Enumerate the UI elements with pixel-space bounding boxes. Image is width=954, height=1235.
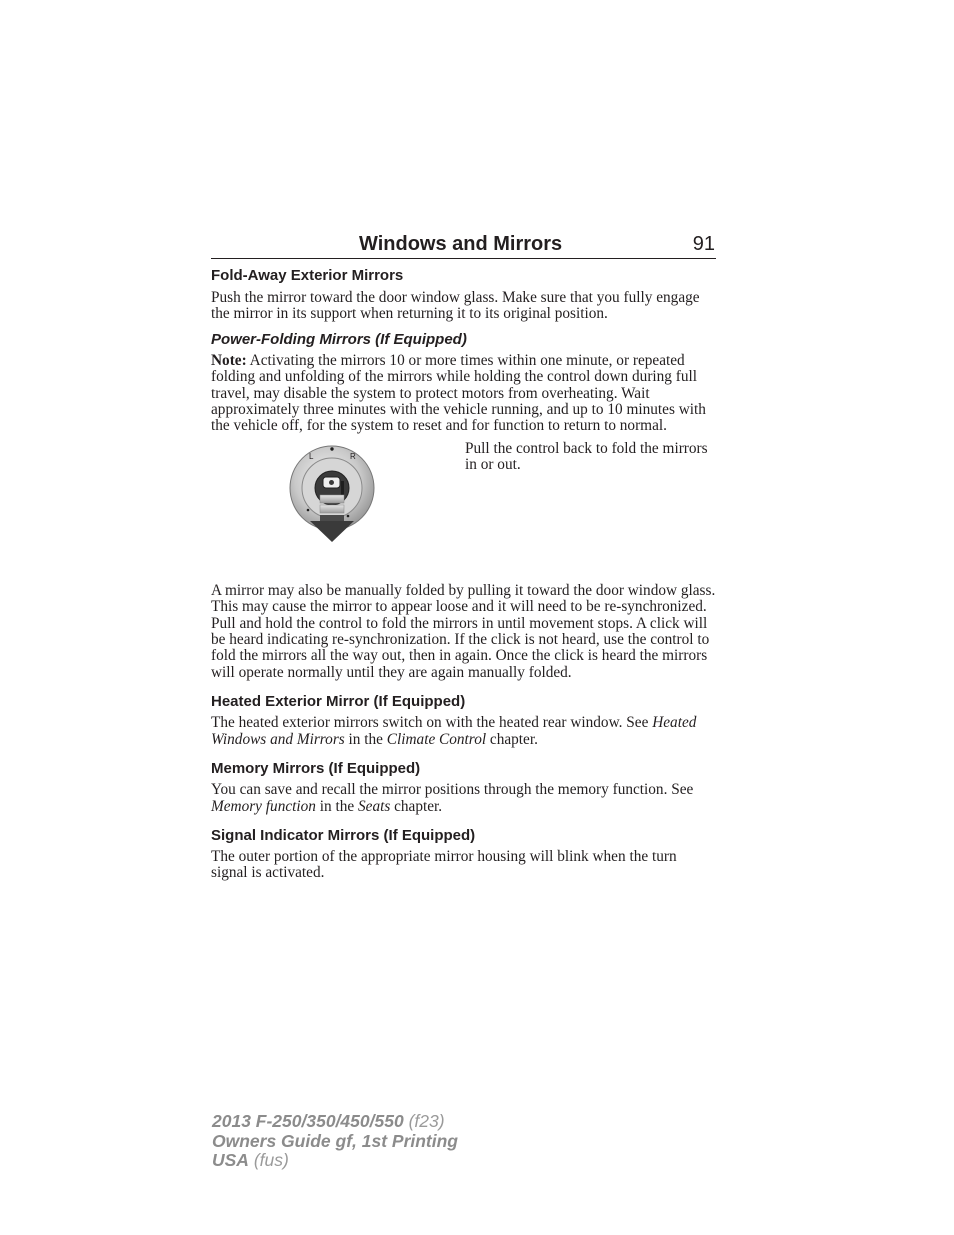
- footer-line-market: [212, 1151, 458, 1171]
- text-span: chapter.: [486, 730, 538, 748]
- section-heading-heated: Heated Exterior Mirror (If Equipped): [211, 693, 466, 711]
- footer-model: 2013 F-250/350/450/550: [212, 1111, 404, 1131]
- mirror-fold-control-illustration: [289, 441, 383, 559]
- footer-line-model: [212, 1112, 458, 1132]
- paragraph-memory: [211, 782, 716, 815]
- footer-market: USA: [212, 1150, 249, 1170]
- page-number: 91: [692, 233, 715, 255]
- chapter-title: Windows and Mirrors: [359, 233, 563, 255]
- section-heading-fold-away: Fold-Away Exterior Mirrors: [211, 267, 404, 284]
- footer-guide: Owners Guide gf, 1st Printing: [212, 1130, 458, 1151]
- page-footer: [212, 1112, 458, 1171]
- cross-reference: Climate Control: [386, 730, 487, 748]
- text-span: You can save and recall the mirror positions through the memory function. See: [211, 781, 694, 799]
- page-header: [211, 229, 716, 259]
- footer-market-code: (fus): [248, 1150, 289, 1170]
- paragraph-fold-away: Push the mirror toward the door window glass. Make sure that you fully engage the mirror in its support when returning it to its original position.: [211, 289, 700, 323]
- section-heading-memory: Memory Mirrors (If Equipped): [211, 760, 421, 778]
- section-heading-signal: Signal Indicator Mirrors (If Equipped): [211, 826, 476, 844]
- section-heading-power-folding: Power-Folding Mirrors (If Equipped): [211, 330, 467, 348]
- cross-reference: Heated Windows and Mirrors: [211, 714, 697, 748]
- label-l: L: [309, 451, 314, 461]
- paragraph-note: [211, 353, 716, 435]
- text-span: in the: [315, 797, 358, 815]
- cross-reference: Memory function: [211, 797, 316, 815]
- page-content: [211, 229, 716, 882]
- note-label: Note:: [211, 351, 247, 369]
- footer-line-guide: [212, 1132, 458, 1152]
- label-r: R: [350, 451, 356, 461]
- figure-row: [211, 441, 716, 571]
- text-span: The heated exterior mirrors switch on with the heated rear window. See: [211, 714, 653, 732]
- figure-caption: Pull the control back to fold the mirrors in or out.: [465, 439, 708, 474]
- text-span: chapter.: [390, 797, 443, 815]
- paragraph-manual-fold: A mirror may also be manually folded by pulling it toward the door window glass. This may cause the mirror to appear loose and it will need to be re-synchronized. Pull and hold the control to fold the mirrors in until movement stops. A click will be heard indicating re-synchronization. If the click is not heard, use the control to fold the mirrors all the way out, then in again. Once the click is heard the mirrors will operate normally until they are again manually folded.: [211, 581, 716, 681]
- text-span: in the: [344, 730, 387, 748]
- note-text: Activating the mirrors 10 or more times within one minute, or repeated folding and unfolding of the mirrors while holding the control down during full travel, may disable the system to protect motors from overheating. Wait approximately three minutes with the vehicle running, and up to 10 minutes with the vehicle off, for the system to reset and for function to return to normal.: [211, 351, 706, 435]
- footer-code: (f23): [403, 1111, 445, 1131]
- cross-reference: Seats: [358, 797, 391, 815]
- paragraph-signal: The outer portion of the appropriate mirror housing will blink when the turn signal is activated.: [211, 847, 677, 882]
- paragraph-heated: [211, 715, 716, 748]
